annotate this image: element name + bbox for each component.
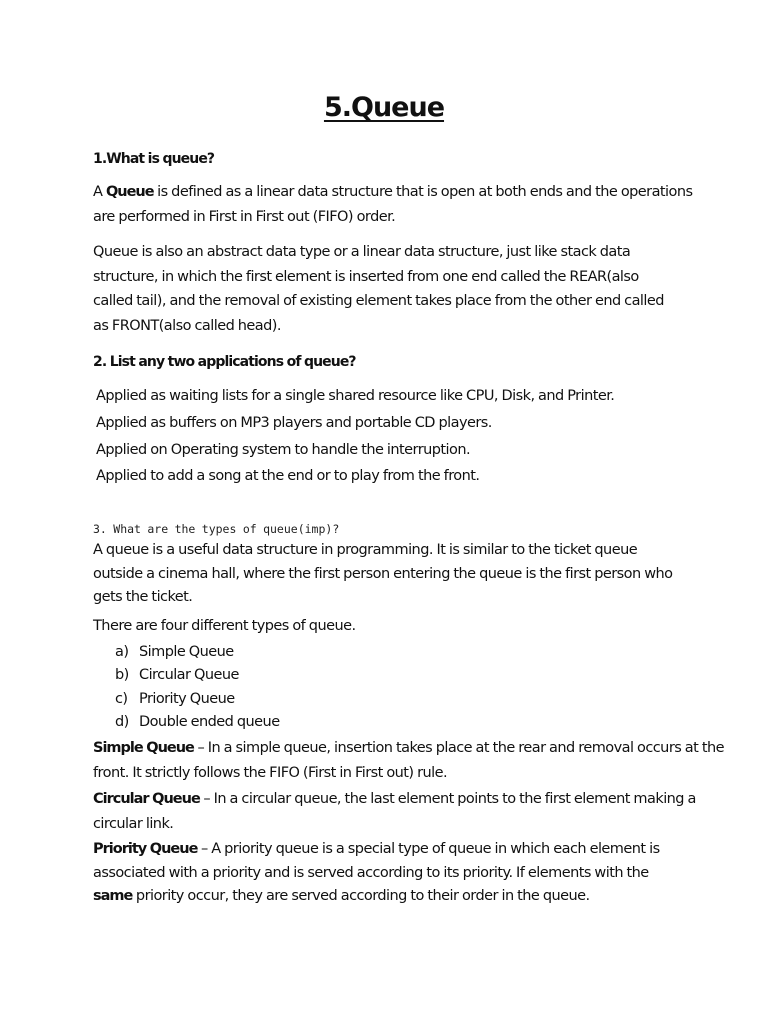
- question-1-heading-block: [93, 149, 688, 169]
- paragraph-line: [93, 838, 688, 862]
- bold-term-queue: Queue: [105, 184, 154, 200]
- queue-types-count: [93, 614, 688, 639]
- bold-term-same: same: [93, 888, 133, 904]
- applications-list: [93, 383, 688, 490]
- page-title-text: 5.Queue: [323, 92, 445, 123]
- list-item: Applied to add a song at the end or to play from the front.: [96, 468, 480, 485]
- paragraph-line: as FRONT(also called head).: [93, 317, 281, 334]
- paragraph-line: [93, 736, 724, 761]
- paragraph-line: There are four different types of queue.: [93, 618, 356, 634]
- list-item-label: Simple Queue: [139, 644, 234, 660]
- text-fragment: – In a circular queue, the last element points to the first element making a: [199, 791, 696, 807]
- text-fragment: – A priority queue is a special type of queue in which each element is: [197, 841, 660, 857]
- priority-queue-description: [93, 838, 688, 909]
- list-item-label: Circular Queue: [139, 667, 239, 684]
- bold-term-priority-queue: Priority Queue: [93, 841, 198, 857]
- question-1-heading: 1.What is queue?: [93, 151, 215, 167]
- list-marker: a): [115, 644, 129, 660]
- bold-term-simple-queue: Simple Queue: [93, 740, 194, 756]
- list-item: Applied as buffers on MP3 players and portable CD players.: [96, 414, 492, 431]
- paragraph-line: A queue is a useful data structure in programming. It is similar to the ticket queue: [93, 542, 638, 558]
- question-3-intro: [93, 539, 688, 610]
- paragraph-line: outside a cinema hall, where the first person entering the queue is the first person who: [93, 565, 673, 582]
- paragraph-line: [93, 885, 688, 909]
- list-item-label: Double ended queue: [139, 713, 280, 730]
- question-1-paragraph-1: [93, 180, 693, 229]
- list-marker: b): [115, 667, 129, 684]
- text-fragment: priority occur, they are served according to their order in the queue.: [132, 888, 590, 904]
- paragraph-line: associated with a priority and is served according to its priority. If elements with the: [93, 864, 649, 881]
- paragraph-line: circular link.: [93, 815, 174, 832]
- list-item: Applied as waiting lists for a single shared resource like CPU, Disk, and Printer.: [96, 388, 615, 404]
- list-item: [93, 664, 688, 687]
- paragraph-line: are performed in First in First out (FIFO) order.: [93, 208, 396, 225]
- list-item-label: Priority Queue: [139, 690, 235, 707]
- paragraph-line: Queue is also an abstract data type or a linear data structure, just like stack data: [93, 244, 631, 260]
- paragraph-line: gets the ticket.: [93, 589, 193, 605]
- text-fragment: A: [93, 184, 106, 200]
- question-3-heading: 3. What are the types of queue(imp)?: [93, 522, 340, 536]
- paragraph-line: structure, in which the first element is inserted from one end called the REAR(also: [93, 268, 639, 285]
- bold-term-circular-queue: Circular Queue: [93, 791, 200, 807]
- paragraph-line: front. It strictly follows the FIFO (First in First out) rule.: [93, 764, 448, 781]
- page-title: [0, 92, 768, 123]
- list-item: [93, 711, 688, 734]
- paragraph-line: [93, 180, 693, 205]
- list-marker: c): [115, 690, 128, 707]
- question-2-heading-block: [93, 352, 688, 372]
- text-fragment: is defined as a linear data structure that is open at both ends and the operations: [153, 184, 693, 200]
- simple-queue-description: [93, 736, 724, 785]
- question-3-heading-block: [93, 519, 688, 539]
- circular-queue-description: [93, 787, 696, 836]
- list-item: [93, 688, 688, 711]
- question-1-paragraph-2: [93, 240, 688, 338]
- list-marker: d): [115, 713, 129, 730]
- text-fragment: – In a simple queue, insertion takes place at the rear and removal occurs at the: [193, 740, 724, 756]
- queue-types-list-block: [93, 641, 688, 734]
- queue-types-list: [93, 641, 688, 734]
- list-item: Applied on Operating system to handle the interruption.: [96, 441, 471, 458]
- question-2-heading: 2. List any two applications of queue?: [93, 354, 356, 370]
- paragraph-line: called tail), and the removal of existing element takes place from the other end called: [93, 293, 664, 309]
- paragraph-line: [93, 787, 696, 812]
- list-item: [93, 641, 688, 664]
